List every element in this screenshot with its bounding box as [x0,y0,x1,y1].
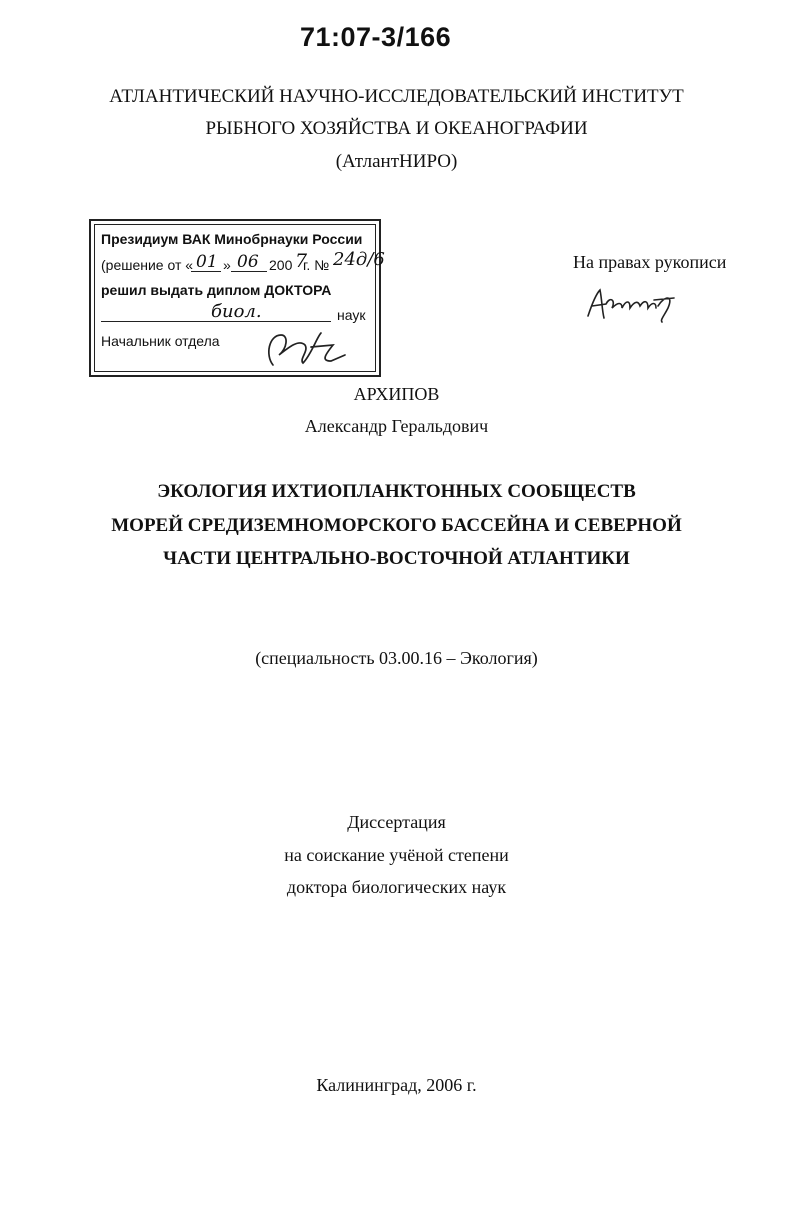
stamp-decision-day-close: » [223,257,231,273]
author-signature [582,286,682,324]
dissertation-title-line-2: МОРЕЙ СРЕДИЗЕМНОМОРСКОГО БАССЕЙНА И СЕВЕРНОЙ [111,515,682,536]
stamp-day-underline [191,271,221,272]
place-and-year: Калининград, 2006 г. [316,1075,477,1095]
rights-note: На правах рукописи [573,252,727,272]
stamp-decision-prefix: (решение от « [101,257,194,273]
stamp-decision-number-prefix: г. № [303,257,330,273]
author-full-name: Александр Геральдович [304,416,489,436]
stamp-decision-year-prefix: 200 [269,257,293,273]
vak-stamp [89,219,385,377]
stamp-decision-number: 24д/6 [333,249,385,270]
specialty: (специальность 03.00.16 – Экология) [255,648,538,668]
stamp-science-field: биол. [211,301,262,322]
institute-name-line-2: РЫБНОГО ХОЗЯЙСТВА И ОКЕАНОГРАФИИ [205,118,588,139]
author-surname: АРХИПОВ [353,384,440,404]
stamp-decision-day: 01 [196,252,218,272]
stamp-line-diploma: решил выдать диплом ДОКТОРА [101,282,332,298]
degree-line-2: на соискание учёной степени [284,845,509,865]
stamp-signature-drawing [259,325,359,373]
dissertation-title-line-1: ЭКОЛОГИЯ ИХТИОПЛАНКТОННЫХ СООБЩЕСТВ [157,481,636,502]
institute-name-line-1: АТЛАНТИЧЕСКИЙ НАУЧНО-ИССЛЕДОВАТЕЛЬСКИЙ ИНСТИТУТ [109,86,684,107]
degree-line-3: доктора биологических наук [286,877,507,897]
dissertation-title-line-3: ЧАСТИ ЦЕНТРАЛЬНО-ВОСТОЧНОЙ АТЛАНТИКИ [163,548,630,569]
stamp-head-of-department: Начальник отдела [101,333,220,349]
stamp-line-presidium: Президиум ВАК Минобрнауки России [101,231,363,247]
stamp-decision-year-digit: 7 [295,250,308,272]
institute-abbreviation: (АтлантНИРО) [335,151,458,172]
degree-line-1: Диссертация [347,812,446,832]
stamp-decision-month: 06 [237,252,259,272]
catalog-number: 71:07-3/166 [300,22,452,52]
stamp-field-suffix: наук [337,307,366,323]
stamp-month-underline [231,271,267,272]
